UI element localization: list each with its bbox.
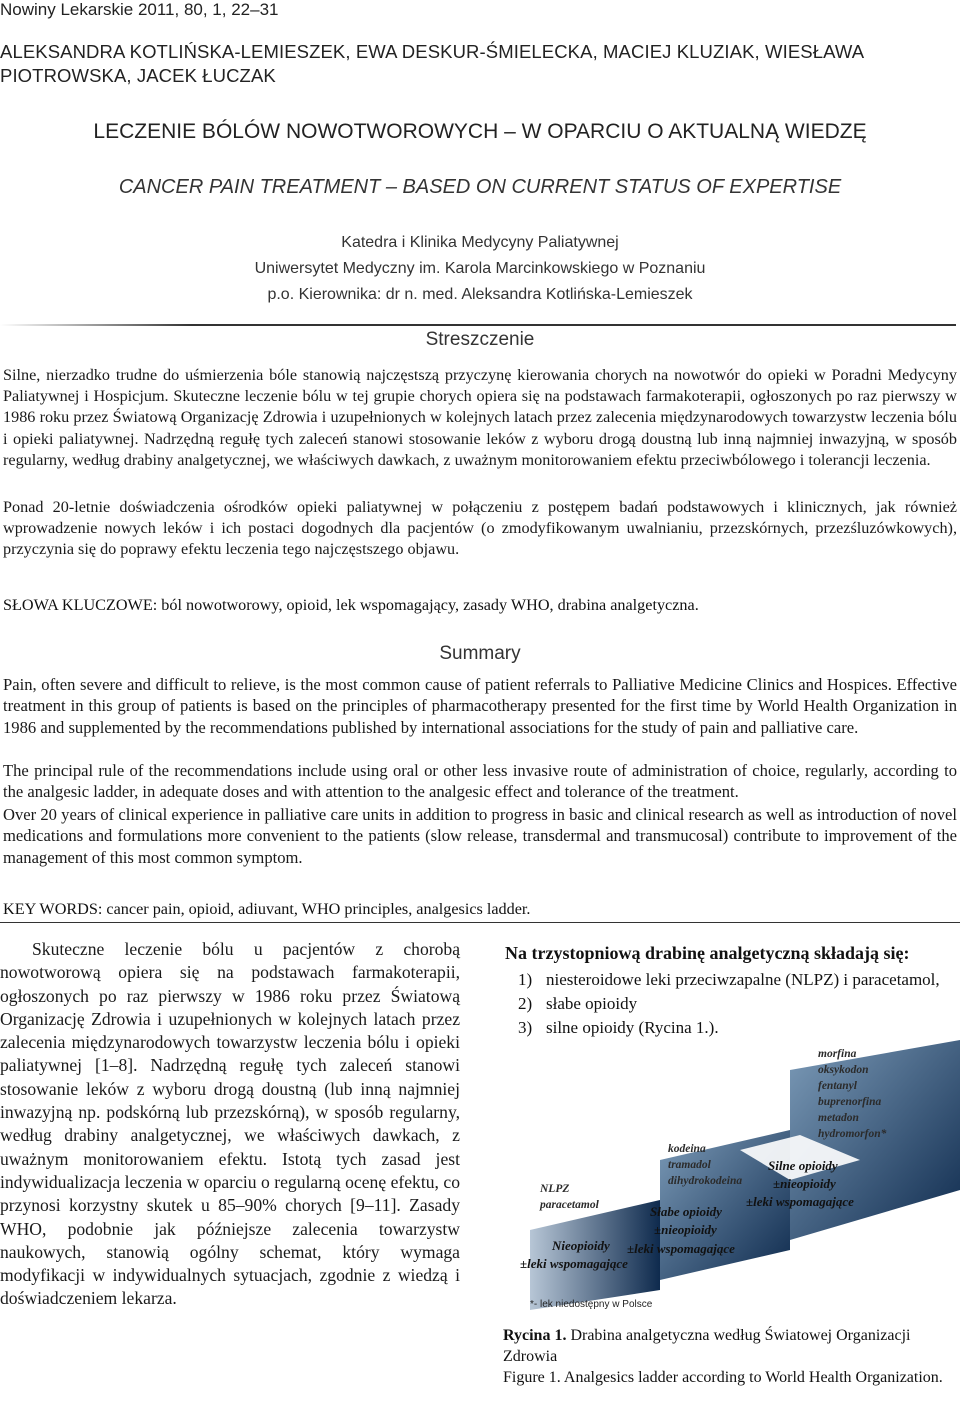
step3-drug: hydromorfon*: [818, 1128, 887, 1140]
article-subtitle: CANCER PAIN TREATMENT – BASED ON CURRENT STATUS OF EXPERTISE: [118, 176, 842, 198]
authors: ALEKSANDRA KOTLIŃSKA-LEMIESZEK, EWA DESKUR-ŚMIELECKA, MACIEJ KLUZIAK, WIESŁAWA PIOTROWSKA, JACEK ŁUCZAK: [0, 41, 864, 86]
divider: [0, 324, 956, 325]
divider: [0, 922, 960, 923]
step1-drug: paracetamol: [540, 1199, 599, 1211]
step2-label-2: ±nieopioidy: [654, 1222, 717, 1237]
ladder-list: [518, 968, 940, 1040]
keywords-pl: SŁOWA KLUCZOWE: ból nowotworowy, opioid, lek wspomagający, zasady WHO, drabina analgetyczna.: [3, 596, 699, 614]
step3-drug: buprenorfina: [818, 1096, 882, 1108]
step2-label: Słabe opioidy: [650, 1204, 722, 1219]
affiliation-line-3: p.o. Kierownika: dr n. med. Aleksandra Kotlińska-Lemieszek: [267, 286, 693, 303]
step3-drug: morfina: [818, 1048, 857, 1060]
step1-drug: NLPZ: [540, 1183, 570, 1195]
step3-drug: fentanyl: [818, 1080, 857, 1092]
affiliation-line-1: Katedra i Klinika Medycyny Paliatywnej: [341, 234, 619, 251]
list-item: 1) niesteroidowe leki przeciwzapalne (NLPZ) i paracetamol,: [518, 970, 940, 989]
list-item: 3) silne opioidy (Rycina 1.).: [518, 1018, 719, 1037]
figure-footnote: *- lek niedostępny w Polsce: [530, 1299, 653, 1310]
body-paragraph: Skuteczne leczenie bólu u pacjentów z chorobą nowotworową opiera się na podstawach farmakoterapii, ogłoszonych po raz pierwszy w 1986 roku przez Światową Organizację Zdrowia i uzupełnionych w kolejnych latach przez zalecenia międzynarodowych towarzystw leczenia bólu i opieki paliatywnej [1–8]. Nadrzędną regułę tych zaleceń stanowi stosowanie leków z wyboru drogą doustną (lub inną najmniej inwazyjną np. podskórną lub przezskórną), w sposób regularny, według drabiny analgetycznej, we właściwych dawkach, z uważnym monitorowaniem efektu. Istotą tych zasad jest indywidualizacja leczenia w oparciu o regularną ocenę efektu, co przynosi korzystny skutek u 85–90% chorych [9–11]. Zasady WHO, podobnie jak późniejsze zalecenia towarzystw naukowych, stanowią ogólny schemat, który wymaga modyfikacji w indywidualnych sytuacjach, zgodnie z wiedzą i doświadczeniem lekarza.: [0, 939, 460, 1309]
step3-drug: metadon: [818, 1112, 859, 1124]
step2-drug: kodeina: [668, 1143, 706, 1155]
summary-paragraph-3: Over 20 years of clinical experience in palliative care units in addition to progress in basic and clinical research as well as introduction of novel medications and formulations more convenient to the patients (slow release, transdermal and transmucosal) contribute to improvement of the management of this most common symptom.: [3, 805, 957, 867]
step2-drug: tramadol: [668, 1159, 711, 1171]
step1-label: Nieopioidy: [552, 1238, 610, 1253]
summary-paragraph-2: The principal rule of the recommendations include using oral or other less invasive route of administration of choice, regularly, according to the analgesic ladder, in adequate doses and with attention to the analgesic effect and tolerance of the treatment.: [3, 761, 957, 802]
step3-label-2: ±nieopioidy: [773, 1176, 836, 1191]
analgesic-ladder-figure: [500, 1040, 960, 1310]
step3-drug: oksykodon: [818, 1064, 869, 1076]
step3-adjuvant: ±leki wspomagające: [746, 1194, 854, 1209]
step3-label: Silne opioidy: [768, 1158, 838, 1173]
summary-paragraph-1: Pain, often severe and difficult to relieve, is the most common cause of patient referrals to Palliative Medicine Clinics and Hospices. Effective treatment in this group of patients is based on the principles of pharmacotherapy presented for the first time by World Health Organization in 1986 and supplemented by the recommendations published by international associations for the study of pain and palliative care.: [3, 675, 957, 737]
step1-adjuvant: ±leki wspomagające: [520, 1256, 628, 1271]
keywords-en: KEY WORDS: cancer pain, opioid, adiuvant, WHO principles, analgesics ladder.: [3, 900, 531, 918]
article-title: LECZENIE BÓLÓW NOWOTWOROWYCH – W OPARCIU O AKTUALNĄ WIEDZĘ: [93, 120, 867, 143]
summary-heading: Summary: [439, 643, 521, 664]
step2-drug: dihydrokodeina: [668, 1175, 743, 1187]
step2-adjuvant: ±leki wspomagające: [627, 1241, 735, 1256]
affiliation-line-2: Uniwersytet Medyczny im. Karola Marcinkowskiego w Poznaniu: [254, 260, 706, 277]
ladder-heading: Na trzystopniową drabinę analgetyczną składają się:: [505, 943, 910, 963]
streszczenie-paragraph-2: Ponad 20-letnie doświadczenia ośrodków opieki paliatywnej w połączeniu z postępem badań podstawowych i klinicznych, jak również wprowadzenie nowych leków i ich postaci dogodnych dla pacjentów (o zmodyfikowanym uwalnianiu, przezskórnych, przezśluzówkowych), przyczynia się do poprawy efektu leczenia tego najczęstszego objawu.: [3, 498, 957, 559]
journal-citation: Nowiny Lekarskie 2011, 80, 1, 22–31: [0, 0, 279, 19]
streszczenie-heading: Streszczenie: [425, 329, 535, 350]
ladder-step-3: [790, 1040, 960, 1240]
list-item: 2) słabe opioidy: [518, 994, 638, 1013]
streszczenie-paragraph-1: Silne, nierzadko trudne do uśmierzenia bóle stanowią najczęstszą przyczynę kierowania chorych na nowotwór do opieki w Poradni Medycyny Paliatywnej i Hospicjum. Skuteczne leczenie bólu w tej grupie chorych opiera się na podstawach farmakoterapii, ogłoszonych po raz pierwszy w 1986 roku przez Światową Organizację Zdrowia i uzupełnionych w kolejnych latach przez zalecenia międzynarodowych towarzystw leczenia bólu i opieki paliatywnej. Nadrzędną regułę tych zaleceń stanowi stosowanie leków z wyboru drogą doustną lub inną najmniej inwazyjną, w sposób regularny, według drabiny analgetycznej, we właściwych dawkach, z uważnym monitorowaniem efektu przeciwbólowego i tolerancji leczenia.: [3, 366, 957, 469]
figure-caption: Rycina 1. Drabina analgetyczna według Światowej Organizacji Zdrowia Figure 1. Analgesics ladder according to World Health Organization.: [503, 1327, 943, 1386]
